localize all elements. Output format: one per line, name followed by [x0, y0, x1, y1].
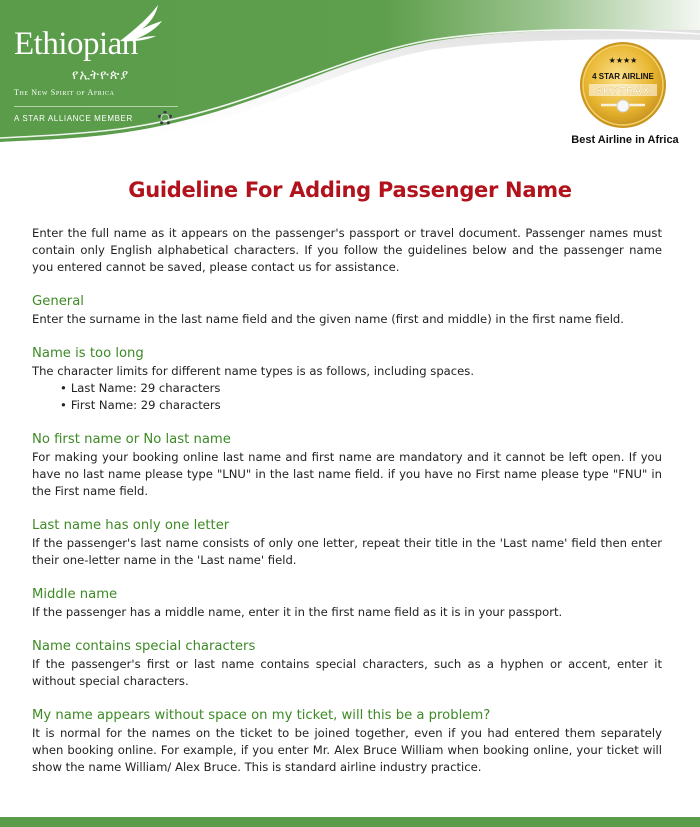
intro-paragraph: Enter the full name as it appears on the passenger's passport or travel document. Passenger names must contain only English alphabetical characters. If you follow the guidelines below and the passenger name you entered cannot be saved, please contact us for assistance.: [32, 226, 662, 274]
section-title: No first name or No last name: [32, 432, 231, 447]
logo-name: Ethiopian: [14, 26, 138, 62]
section-one-letter-last-name: [32, 517, 662, 569]
section-body: It is normal for the names on the ticket to be joined together, even if you had entered them separately when booking online. For example, if you enter Mr. Alex Bruce William when booking online, your ticket will show the name William/ Alex Bruce. This is standard airline industry practice.: [32, 726, 662, 774]
section-name-too-long: [32, 345, 662, 414]
section-title: Middle name: [32, 587, 118, 602]
header-banner: [0, 0, 700, 170]
section-body: If the passenger has a middle name, enter it in the first name field as it is in your passport.: [32, 605, 563, 619]
list-item-text: First Name: 29 characters: [70, 398, 221, 412]
logo-amharic: የኢትዮጵያ: [72, 68, 130, 83]
section-title: General: [32, 294, 84, 309]
section-body: For making your booking online last name and first name are mandatory and it cannot be left open. If you have no last name please type "LNU" in the last name field. if you have no First name please type "FNU" in the First name field.: [32, 450, 662, 498]
section-body: The character limits for different name types is as follows, including spaces.: [32, 364, 475, 378]
section-body: If the passenger's last name consists of only one letter, repeat their title in the 'Last name' field then enter their one-letter name in the 'Last name' field.: [32, 536, 662, 567]
section-middle-name: [32, 586, 662, 621]
section-title: My name appears without space on my ticket, will this be a problem?: [32, 708, 491, 723]
list-item: [60, 397, 662, 414]
star-alliance-icon: [157, 110, 173, 126]
section-no-first-or-last-name: [32, 431, 662, 500]
section-title: Name contains special characters: [32, 639, 256, 654]
section-body: If the passenger's first or last name contains special characters, such as a hyphen or accent, enter it without special characters.: [32, 657, 662, 688]
section-title: Last name has only one letter: [32, 518, 230, 533]
svg-text:SKYTRAX: SKYTRAX: [595, 86, 651, 97]
guideline-content: [32, 225, 662, 776]
section-body: Enter the surname in the last name field and the given name (first and middle) in the first name field.: [32, 312, 624, 326]
section-name-without-space: [32, 707, 662, 776]
badge-caption: Best Airline in Africa: [571, 134, 679, 146]
svg-text:4 STAR AIRLINE: 4 STAR AIRLINE: [592, 72, 654, 81]
character-limits-list: [32, 380, 662, 414]
ethiopian-logo: [14, 26, 138, 123]
section-general: [32, 293, 662, 328]
section-title: Name is too long: [32, 346, 144, 361]
logo-tagline: The New Spirit of Africa: [14, 88, 115, 97]
skytrax-badge-icon: [579, 41, 667, 129]
page-title: Guideline For Adding Passenger Name: [128, 178, 572, 202]
star-alliance-label: A STAR ALLIANCE MEMBER: [14, 114, 133, 123]
logo-divider: [14, 106, 178, 107]
list-item-text: Last Name: 29 characters: [70, 381, 221, 395]
svg-text:★★★★: ★★★★: [608, 56, 638, 65]
section-special-characters: [32, 638, 662, 690]
list-item: [60, 380, 662, 397]
footer-bar: [0, 817, 700, 827]
